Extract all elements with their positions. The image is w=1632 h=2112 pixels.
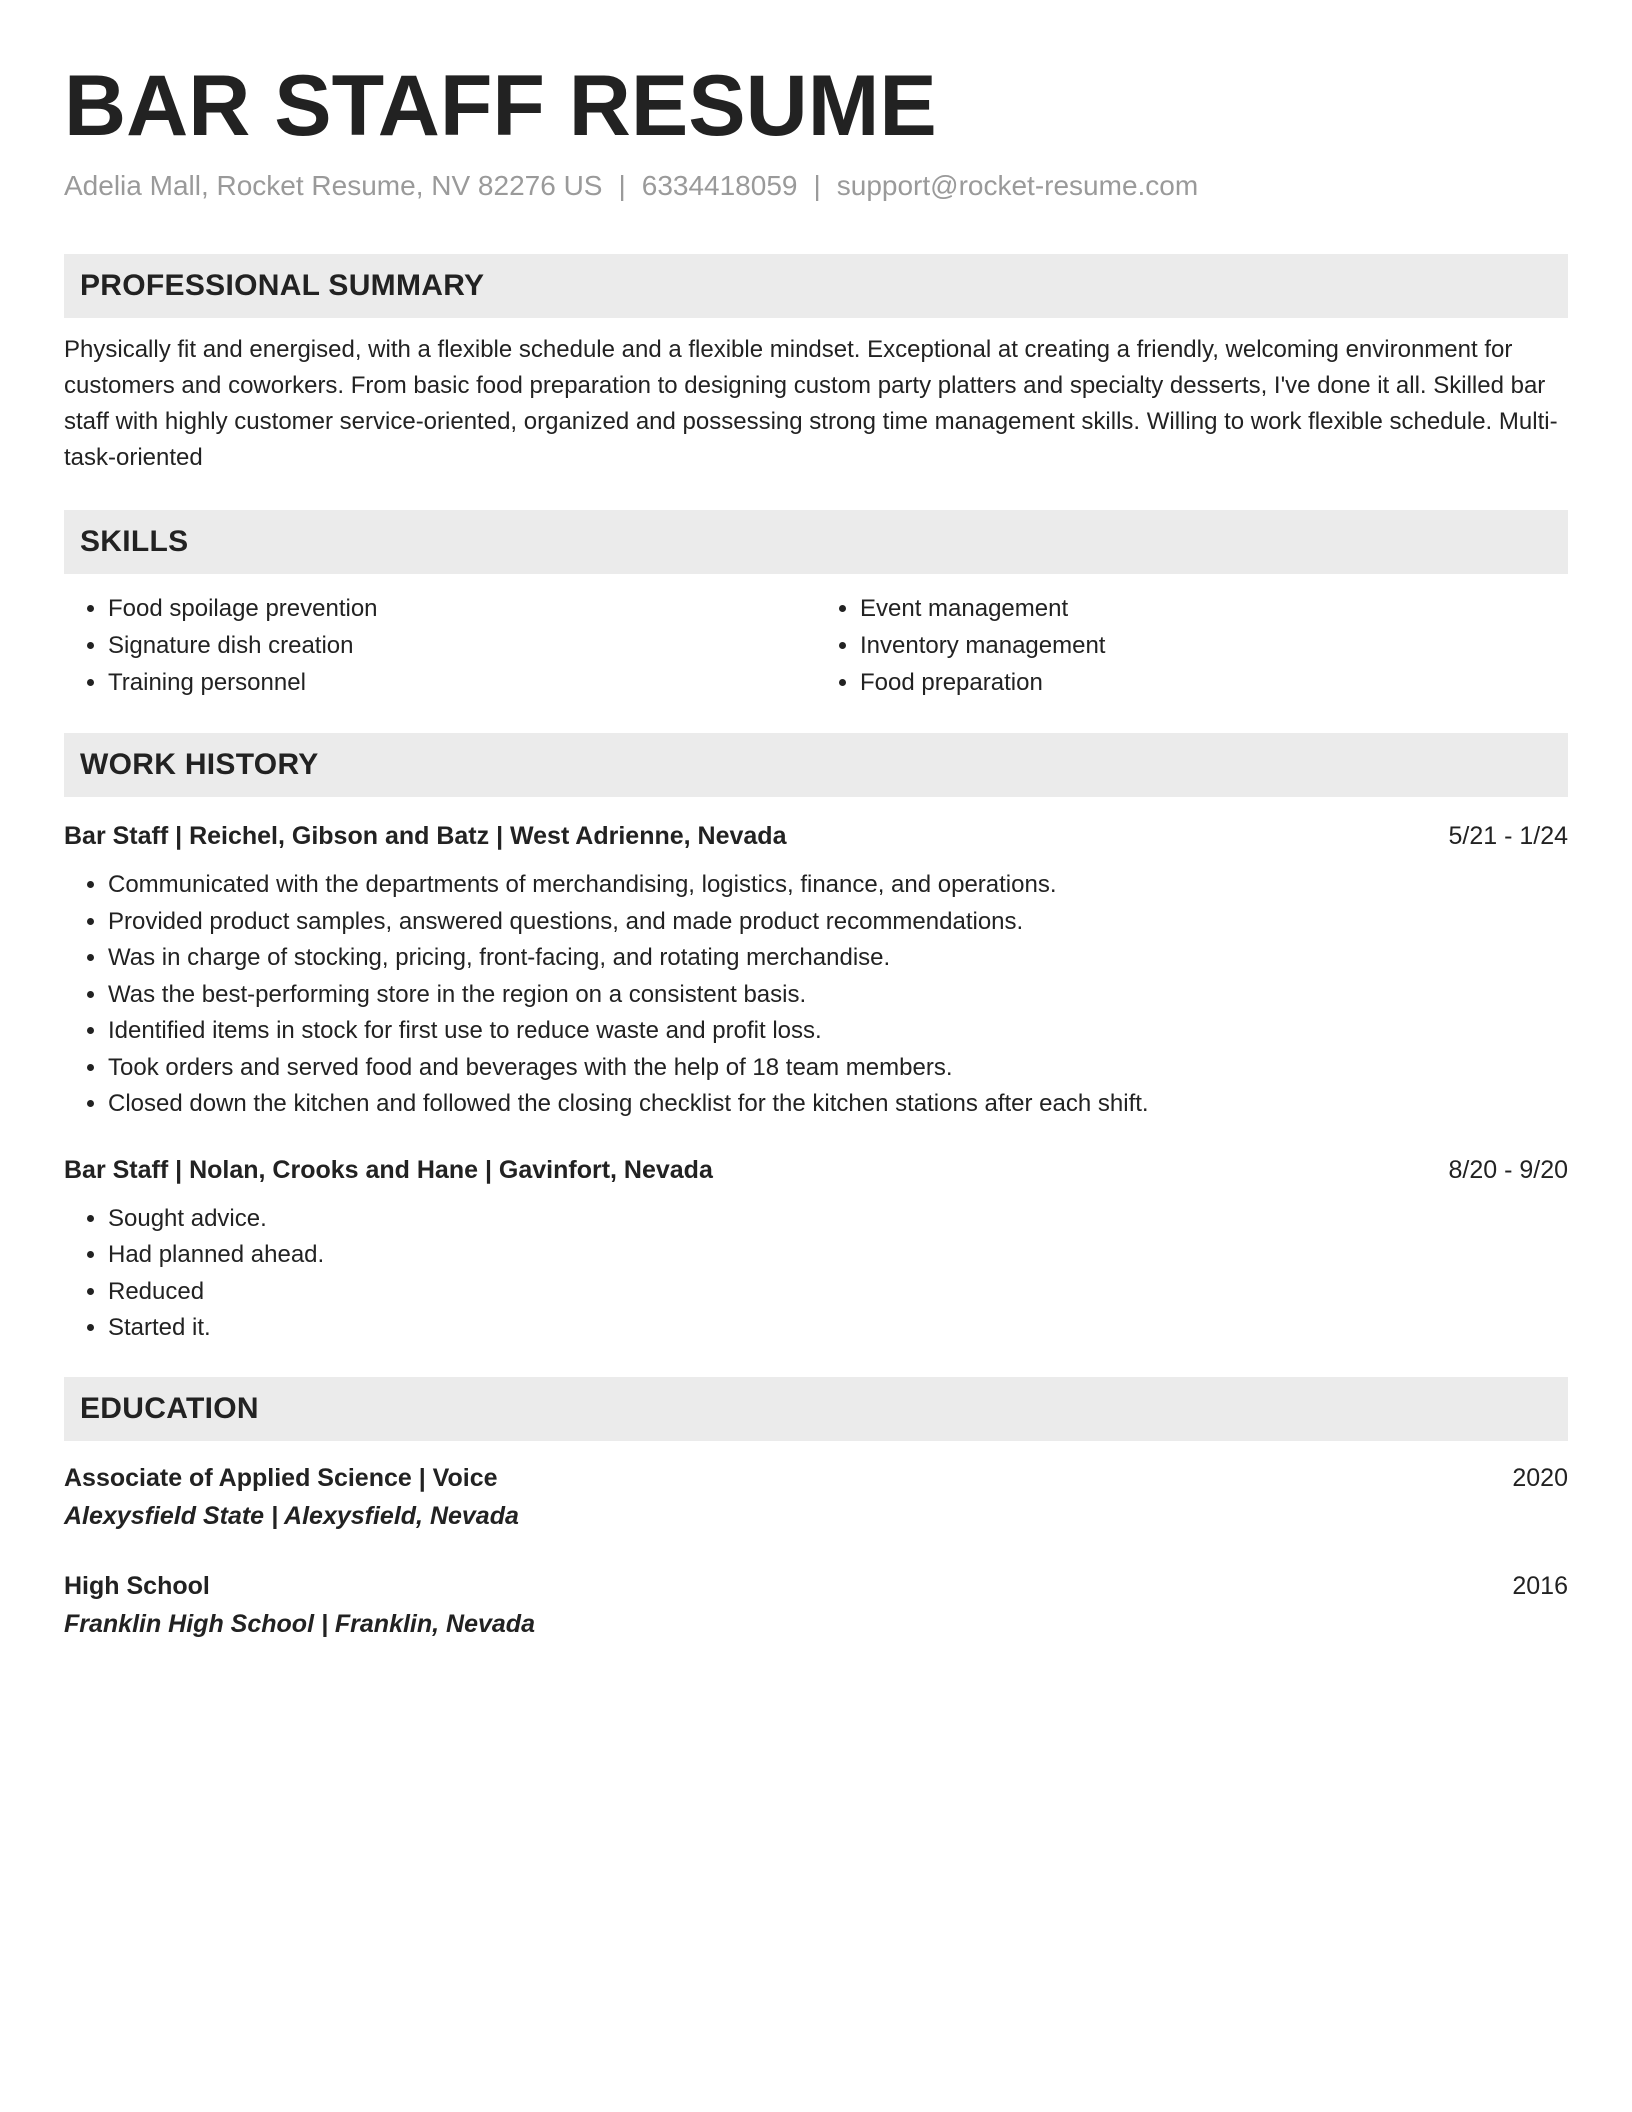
job-title: Bar Staff | Nolan, Crooks and Hane | Gavinfort, Nevada [64,1155,713,1184]
contact-address: Adelia Mall, Rocket Resume, NV 82276 US [64,170,603,201]
job-dates: 8/20 - 9/20 [1448,1155,1568,1184]
job-heading [64,1151,1568,1189]
contact-email: support@rocket-resume.com [836,170,1199,201]
skill-item: • Food preparation [860,664,1568,701]
skills-column-left [64,590,816,701]
summary-text: Physically fit and energised, with a flexible schedule and a flexible mindset. Exceptional at creating a friendly, welcoming environment for customers and coworkers. From basic food preparation to designing custom party platters and specialty desserts, I've done it all. Skilled bar staff with highly customer service-oriented, organized and possessing strong time management skills. Willing to work flexible schedule. Multi-task-oriented [64,336,1558,471]
education-year: 2020 [1512,1463,1568,1492]
education-heading [64,1567,1568,1605]
education-year: 2016 [1512,1571,1568,1600]
section-header-work-history: WORK HISTORY [64,733,1568,797]
job-heading [64,817,1568,855]
skill-item: • Training personnel [108,664,816,701]
job-bullet: • Reduced [108,1274,1568,1311]
job-bullet: • Was the best-performing store in the region on a consistent basis. [108,977,1568,1014]
job-bullet: • Started it. [108,1310,1568,1347]
skill-item: • Signature dish creation [108,627,816,664]
education-heading [64,1459,1568,1497]
education-entry [64,1567,1568,1643]
contact-separator: | [813,170,821,201]
job-entry [64,817,1568,1123]
contact-line [64,168,1568,204]
job-dates: 5/21 - 1/24 [1448,822,1568,850]
job-bullet: • Provided product samples, answered questions, and made product recommendations. [108,904,1568,941]
education-degree: High School [64,1571,210,1600]
education-school: Franklin High School | Franklin, Nevada [64,1609,535,1638]
resume-title: BAR STAFF RESUME [64,58,937,154]
skill-item: • Inventory management [860,627,1568,664]
education-entry [64,1459,1568,1535]
job-bullet: • Had planned ahead. [108,1237,1568,1274]
skill-item: • Food spoilage prevention [108,590,816,627]
job-bullet: • Closed down the kitchen and followed the closing checklist for the kitchen stations after each shift. [108,1086,1568,1123]
section-header-education: EDUCATION [64,1377,1568,1441]
job-bullet: • Communicated with the departments of merchandising, logistics, finance, and operations. [108,867,1568,904]
job-title: Bar Staff | Reichel, Gibson and Batz | West Adrienne, Nevada [64,822,787,850]
contact-phone: 6334418059 [641,170,798,201]
job-bullet: • Sought advice. [108,1201,1568,1238]
section-header-skills: SKILLS [64,510,1568,574]
section-header-summary: PROFESSIONAL SUMMARY [64,254,1568,318]
skills-column-right [816,590,1568,701]
job-bullets [64,1201,1568,1347]
education-degree: Associate of Applied Science | Voice [64,1463,498,1492]
job-bullets [64,867,1568,1123]
skill-item: • Event management [860,590,1568,627]
job-bullet: • Was in charge of stocking, pricing, front-facing, and rotating merchandise. [108,940,1568,977]
skills-list [64,590,1568,701]
job-bullet: • Identified items in stock for first use to reduce waste and profit loss. [108,1013,1568,1050]
job-entry [64,1151,1568,1347]
contact-separator: | [618,170,626,201]
education-school: Alexysfield State | Alexysfield, Nevada [64,1501,519,1530]
job-bullet: • Took orders and served food and beverages with the help of 18 team members. [108,1050,1568,1087]
